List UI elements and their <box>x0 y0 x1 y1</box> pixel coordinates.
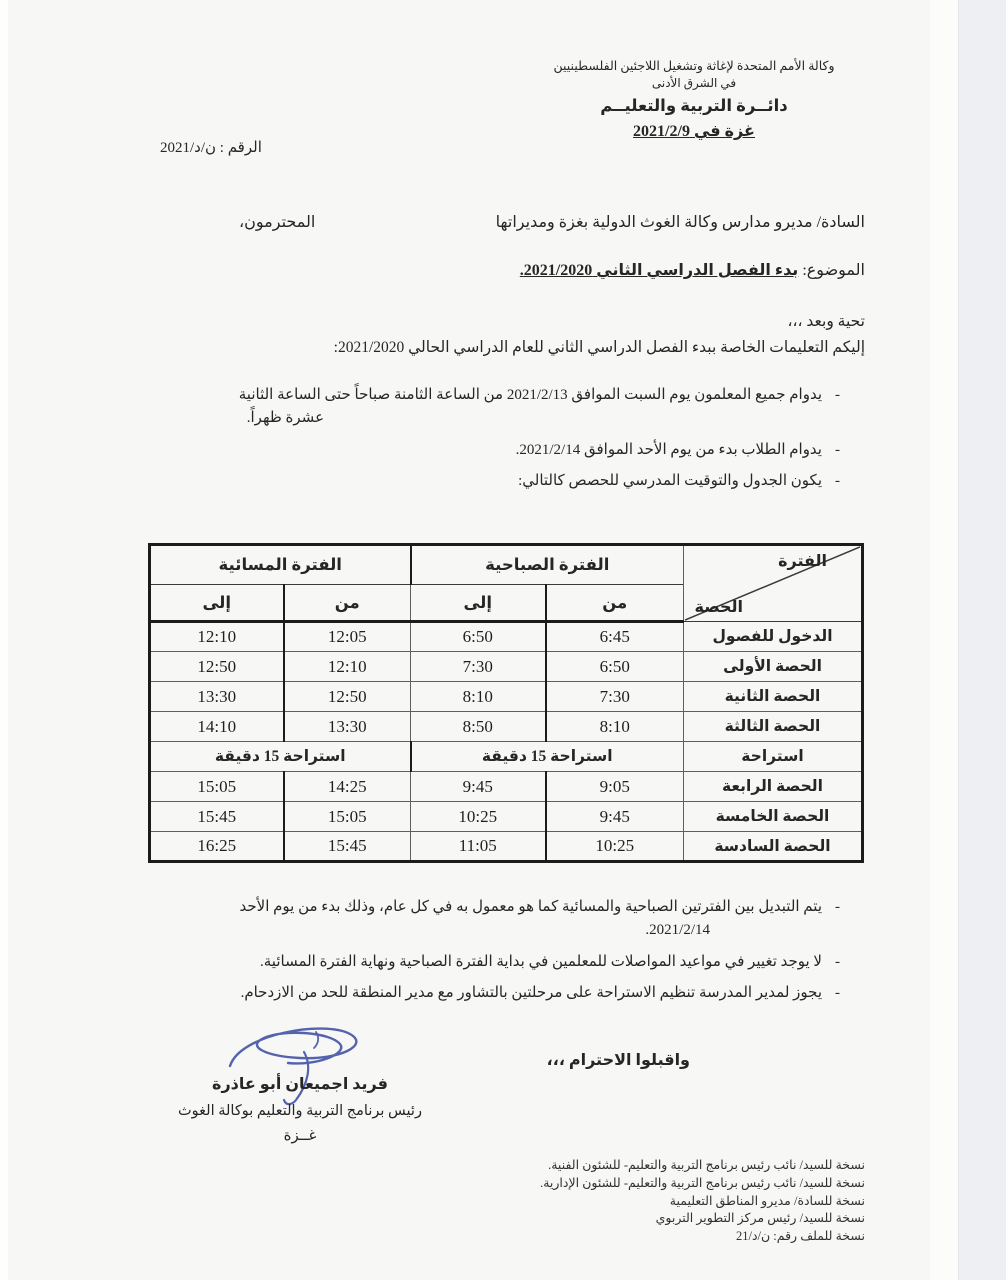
corner-header-cell <box>684 545 863 622</box>
table-header-row-groups <box>150 545 863 585</box>
time-cell: 8:50 <box>411 712 546 742</box>
notes-list <box>92 896 840 1013</box>
note-3-text: يجوز لمدير المدرسة تنظيم الاستراحة على مرحلتين بالتشاور مع مدير المنطقة للحد من الازدحام. <box>240 984 822 1001</box>
time-cell: 10:25 <box>546 832 684 862</box>
list-item <box>92 951 840 974</box>
bullet-1-text: يدوام جميع المعلمون يوم السبت الموافق 2021/2/13 من الساعة الثامنة صباحاً حتى الساعة الثانية <box>238 387 822 403</box>
time-cell: 6:50 <box>546 652 684 682</box>
signer-city: غــزة <box>283 1128 317 1144</box>
bullet-dash: - <box>835 984 840 1001</box>
intro-line: إليكم التعليمات الخاصة ببدء الفصل الدراسي الثاني للعام الدراسي الحالي 2021/2020: <box>333 339 865 356</box>
evening-period-header: الفترة المسائية <box>150 545 411 585</box>
time-cell: 7:30 <box>411 652 546 682</box>
time-cell: 12:50 <box>150 652 284 682</box>
scan-right-band <box>958 0 1006 1280</box>
cc-line: نسخة للملف رقم: ن/د/21 <box>735 1229 865 1243</box>
bullet-dash: - <box>835 953 840 970</box>
time-cell: 12:10 <box>150 622 284 652</box>
row-label: الحصة السادسة <box>684 832 863 862</box>
time-cell: 16:25 <box>150 832 284 862</box>
bullet-dash: - <box>835 899 840 915</box>
list-item <box>98 384 840 430</box>
corner-lesson-label: الحصة <box>694 599 743 616</box>
morning-from-header: من <box>546 585 684 622</box>
table-row <box>150 712 863 742</box>
time-cell: 14:10 <box>150 712 284 742</box>
bullet-2-text: يدوام الطلاب بدء من يوم الأحد الموافق 2021/2/14. <box>515 441 822 458</box>
morning-period-header: الفترة الصباحية <box>411 545 684 585</box>
break-label: استراحة <box>684 742 863 772</box>
reference-number: الرقم : ن/د/2021 <box>160 140 262 156</box>
table-row <box>150 772 863 802</box>
schedule-table <box>148 543 864 863</box>
table-row <box>150 622 863 652</box>
time-cell: 12:05 <box>284 622 411 652</box>
org-name-line2: في الشرق الأدنى <box>651 76 737 90</box>
table-row <box>150 652 863 682</box>
cc-line: نسخة للسادة/ مديرو المناطق التعليمية <box>669 1193 865 1208</box>
scan-left-margin <box>0 0 8 1280</box>
greeting: تحية وبعد ،،، <box>787 313 865 330</box>
bullet-3-text: يكون الجدول والتوقيت المدرسي للحصص كالتالي: <box>518 473 822 490</box>
morning-to-header: إلى <box>411 585 546 622</box>
note-1-continuation: 2021/2/14. <box>645 922 710 939</box>
table-row <box>150 832 863 862</box>
time-cell: 14:25 <box>284 772 411 802</box>
table-row <box>150 682 863 712</box>
signature-block <box>140 1074 460 1145</box>
row-label: الحصة الثانية <box>684 682 863 712</box>
bullet-dash: - <box>835 387 840 403</box>
note-1-text: يتم التبديل بين الفترتين الصباحية والمسائية كما هو معمول به في كل عام، وذلك بدء من يوم الأحد <box>239 899 822 915</box>
time-cell: 6:45 <box>546 622 684 652</box>
list-item <box>92 982 840 1005</box>
scan-right-margin <box>930 0 958 1280</box>
time-cell: 10:25 <box>411 802 546 832</box>
break-morning-cell: استراحة 15 دقيقة <box>411 742 684 772</box>
row-label: الحصة الخامسة <box>684 802 863 832</box>
break-row <box>150 742 863 772</box>
org-name-line1: وكالة الأمم المتحدة لإغاثة وتشغيل اللاجئين الفلسطينيين <box>553 59 835 73</box>
list-item <box>92 896 840 943</box>
time-cell: 9:45 <box>411 772 546 802</box>
schedule-table-wrapper <box>148 543 864 863</box>
time-cell: 12:50 <box>284 682 411 712</box>
letter-date: غزة في 2021/2/9 <box>633 123 755 140</box>
row-label: الحصة الثالثة <box>684 712 863 742</box>
time-cell: 15:05 <box>284 802 411 832</box>
time-cell: 15:05 <box>150 772 284 802</box>
time-cell: 7:30 <box>546 682 684 712</box>
break-evening-cell: استراحة 15 دقيقة <box>150 742 411 772</box>
time-cell: 8:10 <box>546 712 684 742</box>
time-cell: 6:50 <box>411 622 546 652</box>
subject-line <box>520 260 865 280</box>
list-item <box>98 439 840 462</box>
row-label: الحصة الرابعة <box>684 772 863 802</box>
time-cell: 11:05 <box>411 832 546 862</box>
department-name: دائــرة التربية والتعليــم <box>600 96 788 115</box>
instruction-list <box>98 384 840 502</box>
cc-line: نسخة للسيد/ نائب رئيس برنامج التربية والتعليم- للشئون الفنية. <box>548 1158 865 1172</box>
subject-text: بدء الفصل الدراسي الثاني 2021/2020. <box>519 262 799 279</box>
time-cell: 9:45 <box>546 802 684 832</box>
row-label: الدخول للفصول <box>684 622 863 652</box>
closing-salutation: واقبلوا الاحترام ،،، <box>546 1052 690 1069</box>
time-cell: 12:10 <box>284 652 411 682</box>
letterhead <box>508 58 880 141</box>
time-cell: 9:05 <box>546 772 684 802</box>
addressee-line <box>239 212 865 232</box>
bullet-dash: - <box>835 473 840 490</box>
addressee-honorific: المحترمون، <box>239 214 316 231</box>
subject-label: الموضوع: <box>802 262 865 279</box>
time-cell: 15:45 <box>150 802 284 832</box>
signer-name: فريد اجميعان أبو عاذرة <box>212 1076 388 1093</box>
corner-period-label: الفترة <box>778 553 827 570</box>
note-2-text: لا يوجد تغيير في مواعيد المواصلات للمعلمين في بداية الفترة الصباحية ونهاية الفترة المسائية. <box>260 953 822 970</box>
time-cell: 8:10 <box>411 682 546 712</box>
signer-title: رئيس برنامج التربية والتعليم بوكالة الغوث <box>178 1103 422 1119</box>
evening-from-header: من <box>284 585 411 622</box>
cc-line: نسخة للسيد/ نائب رئيس برنامج التربية والتعليم- للشئون الإدارية. <box>540 1175 865 1190</box>
row-label: الحصة الأولى <box>684 652 863 682</box>
bullet-1-continuation: عشرة ظهراً. <box>246 409 325 426</box>
table-row <box>150 802 863 832</box>
list-item <box>98 470 840 493</box>
evening-to-header: إلى <box>150 585 284 622</box>
bullet-dash: - <box>835 441 840 458</box>
time-cell: 15:45 <box>284 832 411 862</box>
time-cell: 13:30 <box>284 712 411 742</box>
time-cell: 13:30 <box>150 682 284 712</box>
addressee-main: السادة/ مديرو مدارس وكالة الغوث الدولية بغزة ومديراتها <box>495 214 865 231</box>
cc-line: نسخة للسيد/ رئيس مركز التطوير التربوي <box>655 1211 865 1226</box>
cc-list <box>540 1157 865 1246</box>
